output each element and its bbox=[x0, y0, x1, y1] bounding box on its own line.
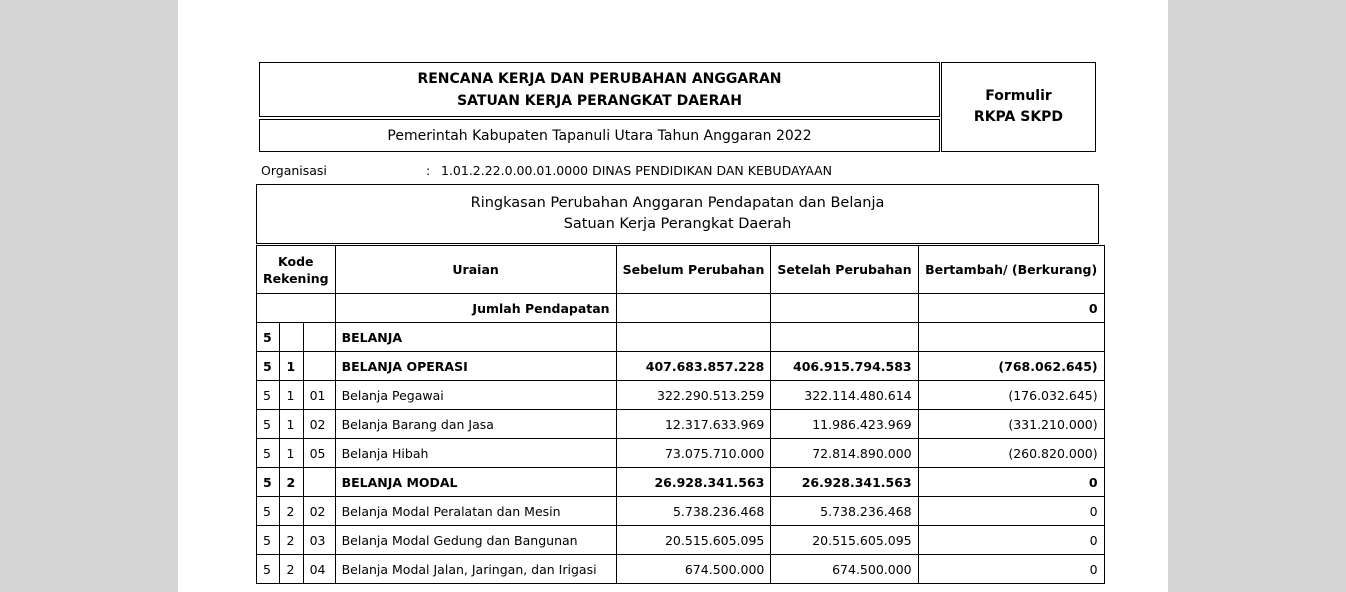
kode-1: 5 bbox=[257, 439, 280, 468]
kode-3: 04 bbox=[303, 555, 335, 584]
sebelum-cell: 73.075.710.000 bbox=[616, 439, 771, 468]
kode-1: 5 bbox=[257, 381, 280, 410]
table-row bbox=[257, 323, 1105, 352]
table-row bbox=[257, 352, 1105, 381]
document-title bbox=[259, 62, 940, 117]
jumlah-bertambah: 0 bbox=[918, 294, 1104, 323]
formulir-line-1: Formulir bbox=[985, 88, 1052, 104]
kode-3 bbox=[303, 323, 335, 352]
organisasi-value: 1.01.2.22.0.00.01.0000 DINAS PENDIDIKAN DAN KEBUDAYAAN bbox=[441, 163, 833, 178]
uraian-cell: Belanja Modal Peralatan dan Mesin bbox=[335, 497, 616, 526]
kode-3: 03 bbox=[303, 526, 335, 555]
kode-3: 02 bbox=[303, 497, 335, 526]
setelah-cell: 406.915.794.583 bbox=[771, 352, 918, 381]
bertambah-cell: 0 bbox=[918, 526, 1104, 555]
uraian-cell: Belanja Modal Jalan, Jaringan, dan Irigasi bbox=[335, 555, 616, 584]
formulir-box bbox=[941, 62, 1096, 152]
budget-table bbox=[256, 245, 1105, 584]
header-bertambah: Bertambah/ (Berkurang) bbox=[918, 246, 1104, 294]
kode-3: 02 bbox=[303, 410, 335, 439]
header-kode: Kode bbox=[278, 253, 314, 269]
bertambah-cell: (260.820.000) bbox=[918, 439, 1104, 468]
title-line-1: RENCANA KERJA DAN PERUBAHAN ANGGARAN bbox=[417, 70, 782, 87]
kode-3: 05 bbox=[303, 439, 335, 468]
kode-1: 5 bbox=[257, 468, 280, 497]
document-subtitle bbox=[259, 119, 940, 152]
document-page bbox=[178, 0, 1168, 592]
kode-2: 2 bbox=[280, 497, 303, 526]
jumlah-pendapatan-label: Jumlah Pendapatan bbox=[335, 294, 616, 323]
sebelum-cell: 12.317.633.969 bbox=[616, 410, 771, 439]
subtitle-text: Pemerintah Kabupaten Tapanuli Utara Tahun Anggaran 2022 bbox=[387, 127, 812, 144]
kode-3 bbox=[303, 352, 335, 381]
uraian-cell: Belanja Modal Gedung dan Bangunan bbox=[335, 526, 616, 555]
table-row bbox=[257, 497, 1105, 526]
uraian-cell: Belanja Hibah bbox=[335, 439, 616, 468]
summary-line-2: Satuan Kerja Perangkat Daerah bbox=[563, 216, 792, 232]
sebelum-cell: 322.290.513.259 bbox=[616, 381, 771, 410]
kode-2: 1 bbox=[280, 410, 303, 439]
table-row bbox=[257, 439, 1105, 468]
sebelum-cell: 407.683.857.228 bbox=[616, 352, 771, 381]
kode-2: 2 bbox=[280, 468, 303, 497]
sebelum-cell: 20.515.605.095 bbox=[616, 526, 771, 555]
kode-2: 1 bbox=[280, 352, 303, 381]
sebelum-cell bbox=[616, 323, 771, 352]
kode-2: 1 bbox=[280, 381, 303, 410]
organisasi-colon: : bbox=[426, 163, 431, 178]
table-header-row bbox=[257, 246, 1105, 294]
kode-1: 5 bbox=[257, 497, 280, 526]
summary-line-1: Ringkasan Perubahan Anggaran Pendapatan dan Belanja bbox=[470, 195, 885, 211]
kode-1: 5 bbox=[257, 323, 280, 352]
setelah-cell: 674.500.000 bbox=[771, 555, 918, 584]
uraian-cell: BELANJA OPERASI bbox=[335, 352, 616, 381]
bertambah-cell: 0 bbox=[918, 497, 1104, 526]
bertambah-cell: 0 bbox=[918, 555, 1104, 584]
sebelum-cell: 674.500.000 bbox=[616, 555, 771, 584]
jumlah-sebelum bbox=[616, 294, 771, 323]
setelah-cell: 11.986.423.969 bbox=[771, 410, 918, 439]
setelah-cell: 322.114.480.614 bbox=[771, 381, 918, 410]
kode-3 bbox=[303, 468, 335, 497]
header-sebelum: Sebelum Perubahan bbox=[616, 246, 771, 294]
kode-1: 5 bbox=[257, 555, 280, 584]
setelah-cell: 26.928.341.563 bbox=[771, 468, 918, 497]
setelah-cell: 72.814.890.000 bbox=[771, 439, 918, 468]
kode-2: 1 bbox=[280, 439, 303, 468]
jumlah-setelah bbox=[771, 294, 918, 323]
header-rekening: Rekening bbox=[263, 270, 329, 286]
uraian-cell: Belanja Barang dan Jasa bbox=[335, 410, 616, 439]
header-kode-rekening bbox=[257, 246, 336, 294]
sebelum-cell: 5.738.236.468 bbox=[616, 497, 771, 526]
kode-1: 5 bbox=[257, 526, 280, 555]
uraian-cell: BELANJA bbox=[335, 323, 616, 352]
summary-heading bbox=[256, 184, 1099, 244]
title-line-2: SATUAN KERJA PERANGKAT DAERAH bbox=[457, 92, 742, 109]
formulir-line-2: RKPA SKPD bbox=[973, 109, 1064, 125]
table-row bbox=[257, 468, 1105, 497]
header-uraian: Uraian bbox=[335, 246, 616, 294]
sebelum-cell: 26.928.341.563 bbox=[616, 468, 771, 497]
bertambah-cell: (768.062.645) bbox=[918, 352, 1104, 381]
jumlah-kode-cell bbox=[257, 294, 336, 323]
bertambah-cell: (176.032.645) bbox=[918, 381, 1104, 410]
jumlah-pendapatan-row bbox=[257, 294, 1105, 323]
uraian-cell: Belanja Pegawai bbox=[335, 381, 616, 410]
setelah-cell bbox=[771, 323, 918, 352]
kode-2: 2 bbox=[280, 555, 303, 584]
kode-2: 2 bbox=[280, 526, 303, 555]
kode-1: 5 bbox=[257, 352, 280, 381]
setelah-cell: 5.738.236.468 bbox=[771, 497, 918, 526]
bertambah-cell: 0 bbox=[918, 468, 1104, 497]
bertambah-cell: (331.210.000) bbox=[918, 410, 1104, 439]
header-setelah: Setelah Perubahan bbox=[771, 246, 918, 294]
setelah-cell: 20.515.605.095 bbox=[771, 526, 918, 555]
uraian-cell: BELANJA MODAL bbox=[335, 468, 616, 497]
kode-1: 5 bbox=[257, 410, 280, 439]
kode-2 bbox=[280, 323, 303, 352]
table-row bbox=[257, 555, 1105, 584]
table-row bbox=[257, 381, 1105, 410]
bertambah-cell bbox=[918, 323, 1104, 352]
kode-3: 01 bbox=[303, 381, 335, 410]
table-row bbox=[257, 410, 1105, 439]
table-row bbox=[257, 526, 1105, 555]
organisasi-label: Organisasi bbox=[261, 163, 327, 178]
